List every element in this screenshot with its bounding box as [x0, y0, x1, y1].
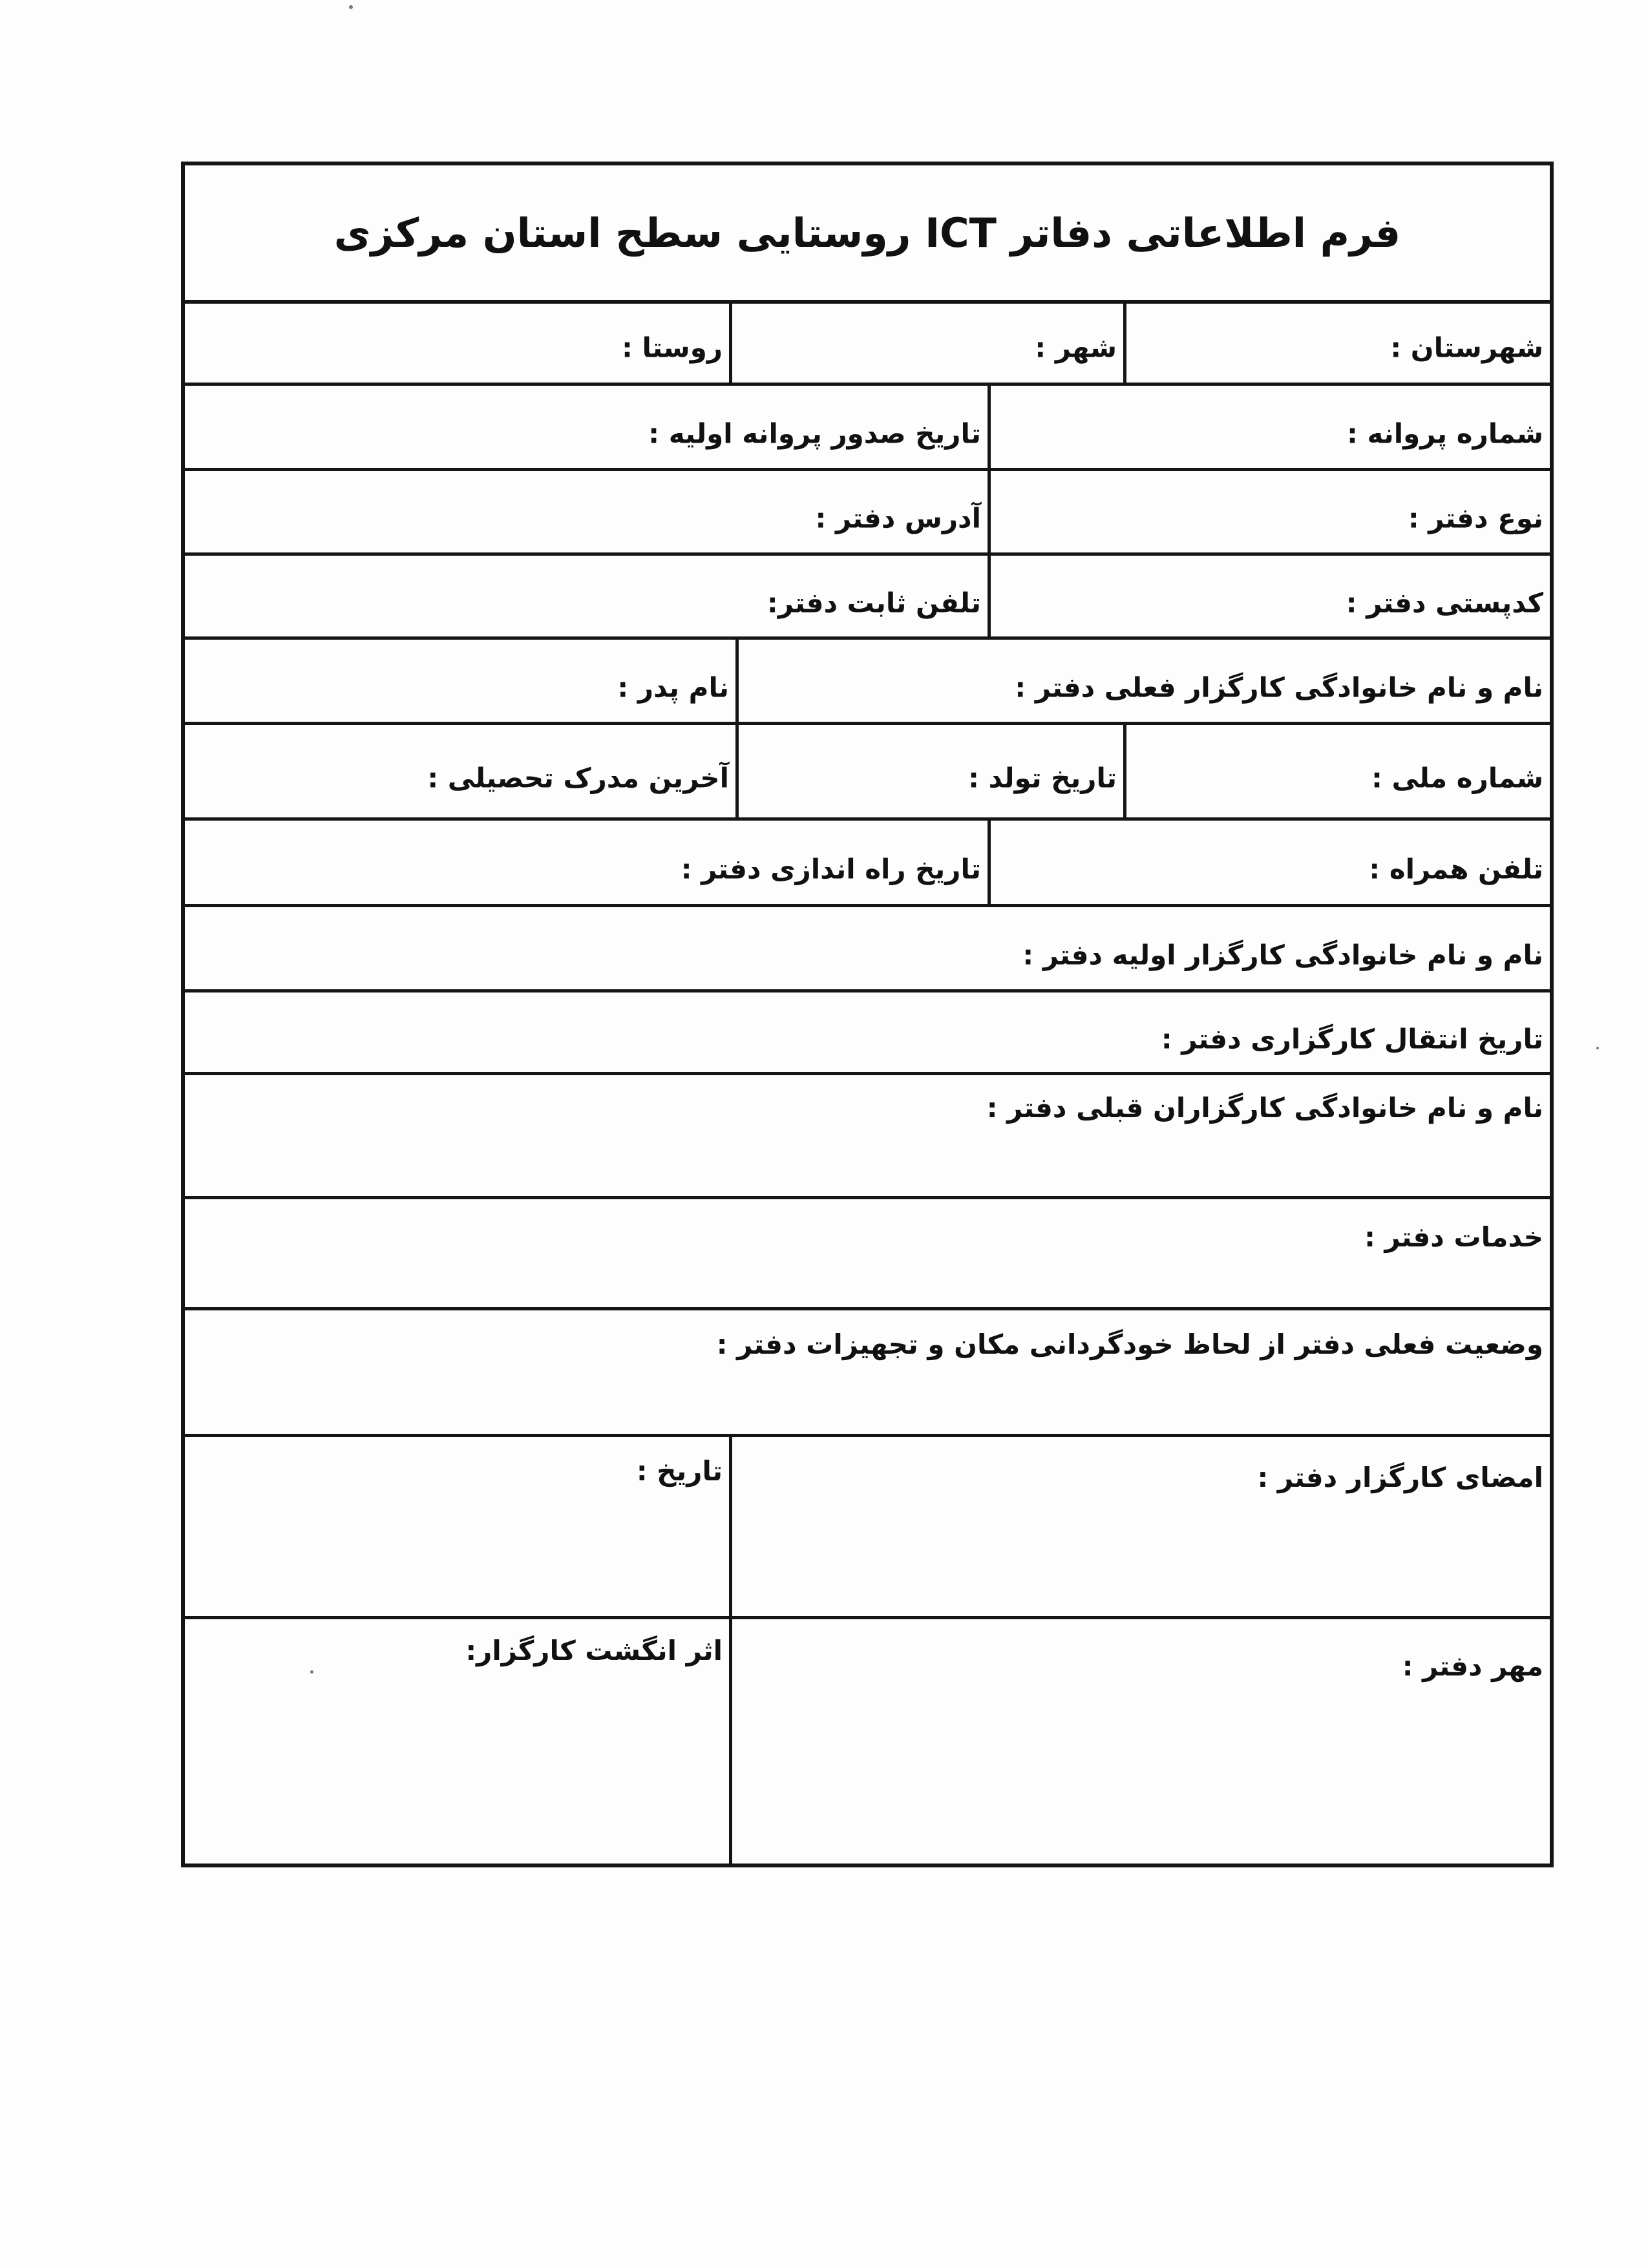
father-name-label: نام پدر :: [617, 671, 729, 703]
county-cell[interactable]: [1123, 300, 1550, 383]
row-transfer-date[interactable]: [185, 992, 1550, 1075]
education-cell[interactable]: [184, 725, 735, 817]
license-issue-date-cell[interactable]: [184, 386, 988, 468]
date-label: تاریخ :: [636, 1455, 723, 1487]
agent-name-label: نام و نام خانوادگی کارگزار فعلی دفتر :: [1015, 671, 1543, 703]
mobile-label: تلفن همراه :: [1369, 852, 1543, 885]
city-label: شهر :: [1035, 331, 1117, 364]
row-signature: [185, 1437, 1550, 1619]
row-identity: [185, 725, 1550, 821]
row-status[interactable]: [185, 1310, 1550, 1437]
row-mobile: [185, 821, 1550, 907]
city-cell[interactable]: [729, 300, 1123, 383]
row-agent: [185, 640, 1550, 725]
previous-agents-label: نام و نام خانوادگی کارگزاران قبلی دفتر :: [986, 1092, 1543, 1124]
office-address-label: آدرس دفتر :: [815, 502, 981, 534]
agent-signature-cell[interactable]: [729, 1437, 1550, 1616]
row-postal: [185, 556, 1550, 640]
scan-speck: [1596, 1047, 1599, 1049]
form-title: فرم اطلاعاتی دفاتر ICT روستایی سطح استان مرکزی: [185, 165, 1550, 304]
fingerprint-cell[interactable]: [184, 1619, 729, 1864]
row-stamp: [185, 1619, 1550, 1864]
village-cell[interactable]: [184, 300, 729, 383]
birth-date-label: تاریخ تولد :: [968, 761, 1117, 793]
birth-date-cell[interactable]: [735, 725, 1123, 817]
services-label: خدمات دفتر :: [1364, 1221, 1543, 1253]
education-label: آخرین مدرک تحصیلی :: [427, 761, 729, 793]
office-stamp-label: مهر دفتر :: [1402, 1650, 1543, 1682]
office-type-cell[interactable]: [988, 471, 1550, 552]
office-type-label: نوع دفتر :: [1408, 502, 1543, 534]
village-label: روستا :: [622, 331, 723, 364]
national-id-cell[interactable]: [1123, 725, 1550, 817]
agent-signature-label: امضای کارگزار دفتر :: [1257, 1462, 1543, 1493]
launch-date-label: تاریخ راه اندازی دفتر :: [681, 852, 981, 885]
transfer-date-label: تاریخ انتقال کارگزاری دفتر :: [1161, 1022, 1543, 1055]
father-name-cell[interactable]: [184, 640, 735, 722]
license-number-cell[interactable]: [988, 386, 1550, 468]
row-license: [185, 386, 1550, 471]
ict-office-info-form: [181, 162, 1554, 1867]
row-previous-agents[interactable]: [185, 1075, 1550, 1199]
agent-name-cell[interactable]: [735, 640, 1550, 722]
row-location: [185, 300, 1550, 386]
license-issue-date-label: تاریخ صدور پروانه اولیه :: [648, 417, 981, 449]
mobile-cell[interactable]: [988, 821, 1550, 904]
office-stamp-cell[interactable]: [729, 1619, 1550, 1864]
national-id-label: شماره ملی :: [1371, 761, 1543, 793]
fingerprint-label: اثر انگشت کارگزار:: [465, 1635, 723, 1666]
office-address-cell[interactable]: [184, 471, 988, 552]
landline-cell[interactable]: [184, 556, 988, 636]
status-label: وضعیت فعلی دفتر از لحاظ خودگردانی مکان و تجهیزات دفتر :: [716, 1328, 1543, 1360]
launch-date-cell[interactable]: [184, 821, 988, 904]
license-number-label: شماره پروانه :: [1347, 417, 1543, 449]
row-office-type: [185, 471, 1550, 556]
county-label: شهرستان :: [1390, 331, 1543, 364]
postal-code-label: کدپستی دفتر :: [1346, 586, 1543, 618]
scan-speck: [349, 5, 353, 9]
initial-agent-label: نام و نام خانوادگی کارگزار اولیه دفتر :: [1022, 938, 1543, 971]
date-cell[interactable]: [184, 1437, 729, 1616]
row-services[interactable]: [185, 1199, 1550, 1310]
row-initial-agent[interactable]: [185, 907, 1550, 992]
postal-code-cell[interactable]: [988, 556, 1550, 636]
landline-label: تلفن ثابت دفتر:: [766, 586, 981, 618]
